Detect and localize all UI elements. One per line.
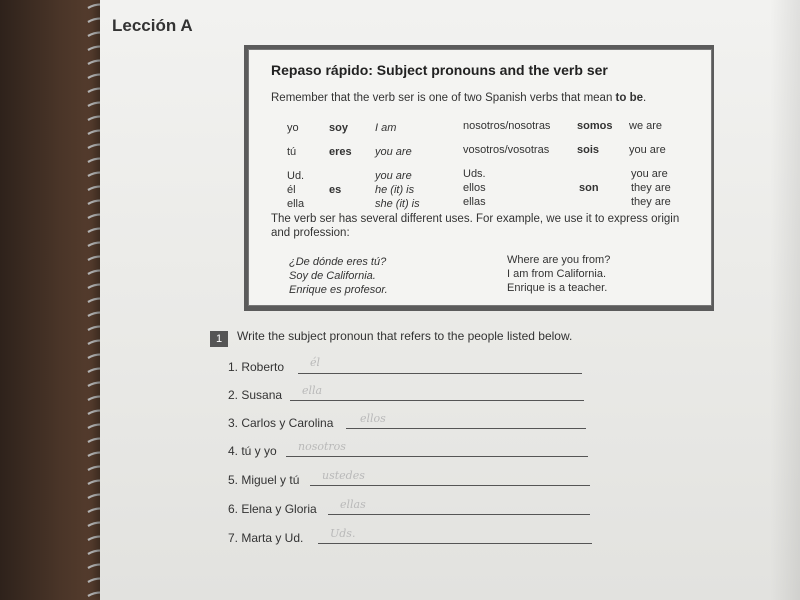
example-english-2: I am from California. <box>507 268 607 280</box>
meaning-ellos: they are <box>631 182 671 194</box>
page-edge-shadow <box>770 0 800 600</box>
exercise-item-2-line[interactable] <box>290 400 584 401</box>
verb-sois: sois <box>577 144 600 156</box>
verb-son: son <box>579 182 599 194</box>
verb-soy: soy <box>329 122 348 134</box>
exercise-item-4-label: 4. tú y yo <box>228 444 277 458</box>
example-english-1: Where are you from? <box>507 254 611 266</box>
meaning-uds: you are <box>631 168 668 180</box>
pronoun-yo: yo <box>287 122 299 134</box>
exercise-item-7-label: 7. Marta y Ud. <box>228 531 304 545</box>
pronoun-uds: Uds. <box>463 168 486 180</box>
exercise-item-2-label: 2. Susana <box>228 388 283 402</box>
meaning-tu: you are <box>375 146 412 158</box>
verb-somos: somos <box>577 120 613 132</box>
pronoun-el: él <box>287 184 296 196</box>
exercise-item-4-answer[interactable]: nosotros <box>298 440 346 453</box>
example-spanish-1: ¿De dónde eres tú? <box>289 256 387 268</box>
exercise-instruction: Write the subject pronoun that refers to the people listed below. <box>237 329 573 343</box>
meaning-nosotros: we are <box>629 120 663 132</box>
review-intro: Remember that the verb ser is one of two Spanish verbs that mean to be. <box>271 92 647 104</box>
exercise-item-2-answer[interactable]: ella <box>302 384 323 397</box>
exercise-item-5-answer[interactable]: ustedes <box>322 469 365 482</box>
example-spanish-3: Enrique es profesor. <box>289 284 388 296</box>
exercise-item-3-line[interactable] <box>346 428 586 429</box>
pronoun-vosotros: vosotros/vosotras <box>463 144 550 156</box>
review-box-inner <box>248 49 712 306</box>
exercise-item-4-line[interactable] <box>286 456 588 457</box>
exercise-item-6-label: 6. Elena y Gloria <box>228 502 317 516</box>
exercise-item-7-line[interactable] <box>318 543 592 544</box>
lesson-title: Lección A <box>112 16 193 35</box>
exercise-item-3-answer[interactable]: ellos <box>360 412 386 425</box>
meaning-ellas: they are <box>631 196 671 208</box>
example-spanish-2: Soy de California. <box>289 270 376 282</box>
review-box-title: Repaso rápido: Subject pronouns and the verb ser <box>271 62 608 78</box>
meaning-vosotros: you are <box>629 144 666 156</box>
exercise-item-1-answer[interactable]: él <box>310 356 321 369</box>
exercise-item-3-label: 3. Carlos y Carolina <box>228 416 334 430</box>
meaning-ella: she (it) is <box>375 198 420 210</box>
review-box <box>244 45 714 311</box>
to-be-emphasis: to be <box>615 92 644 104</box>
pronoun-ella: ella <box>287 198 305 210</box>
exercise-item-1-label: 1. Roberto <box>228 360 285 374</box>
pronoun-ellas: ellas <box>463 196 486 208</box>
exercise-item-5-label: 5. Miguel y tú <box>228 473 300 487</box>
exercise-item-6-answer[interactable]: ellas <box>340 498 366 511</box>
meaning-yo: I am <box>375 122 397 134</box>
verb-es: es <box>329 184 342 196</box>
exercise-item-1-line[interactable] <box>298 373 582 374</box>
uses-paragraph: The verb ser has several different uses. For example, we use it to express origin and profession: <box>271 213 680 239</box>
exercise-item-5-line[interactable] <box>310 485 590 486</box>
example-english-3: Enrique is a teacher. <box>507 282 608 294</box>
exercise-item-6-line[interactable] <box>328 514 590 515</box>
pronoun-ellos: ellos <box>463 182 486 194</box>
verb-eres: eres <box>329 146 352 158</box>
meaning-ud: you are <box>375 170 412 182</box>
meaning-el: he (it) is <box>375 184 415 196</box>
pronoun-ud: Ud. <box>287 170 305 182</box>
exercise-item-7-answer[interactable]: Uds. <box>330 527 356 540</box>
pronoun-tu: tú <box>287 146 297 158</box>
pronoun-nosotros: nosotros/nosotras <box>463 120 551 132</box>
exercise-number: 1 <box>210 331 228 347</box>
